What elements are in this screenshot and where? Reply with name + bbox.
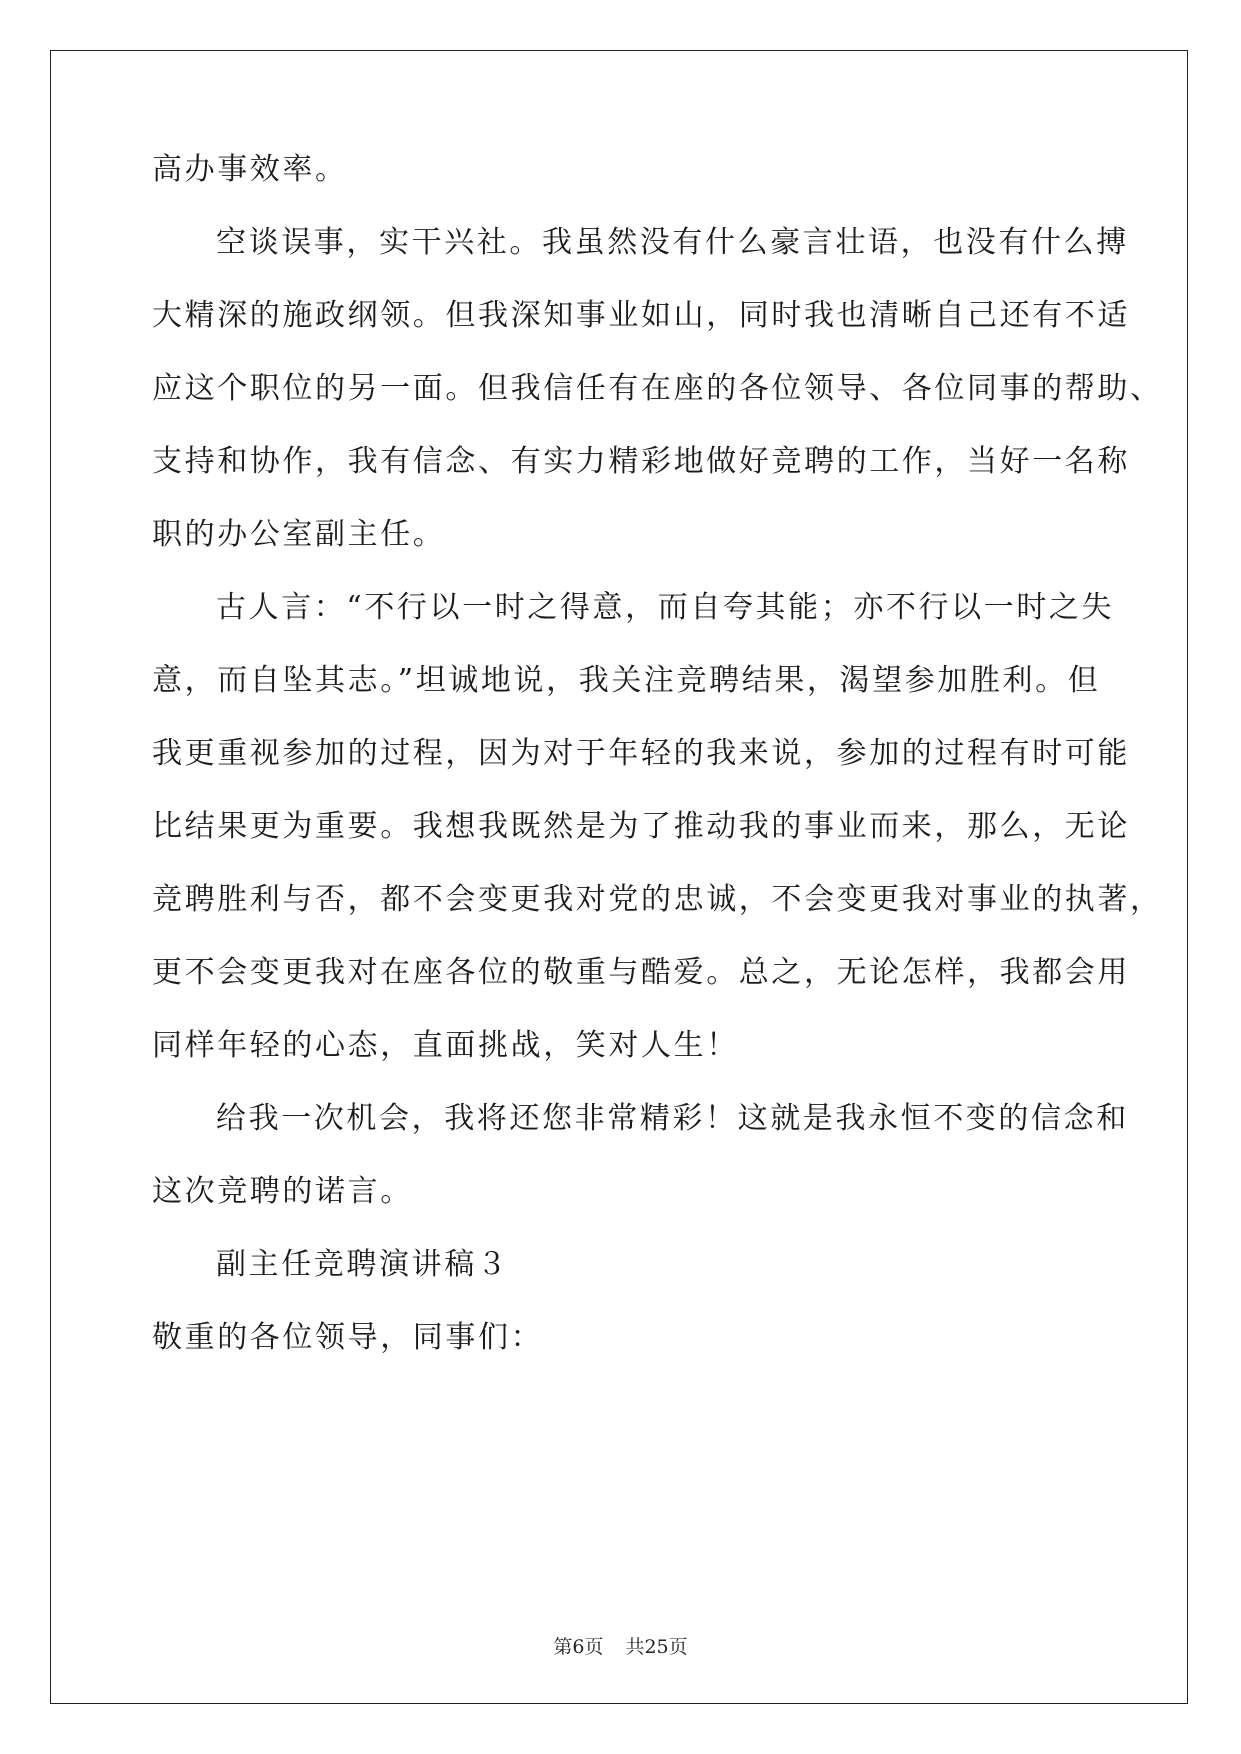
text-line: 竞聘胜利与否，都不会变更我对党的忠诚，不会变更我对事业的执著， [152, 882, 1163, 917]
text-line: 大精深的施政纲领。但我深知事业如山，同时我也清晰自己还有不适 [152, 298, 1130, 333]
text-line: 高办事效率。 [152, 152, 348, 187]
text-line: 这次竞聘的诺言。 [152, 1174, 413, 1209]
text-line: 支持和协作，我有信念、有实力精彩地做好竞聘的工作，当好一名称 [152, 444, 1130, 479]
text-line: 我更重视参加的过程，因为对于年轻的我来说，参加的过程有时可能 [152, 736, 1130, 771]
paragraph-start: 给我一次机会，我将还您非常精彩！这就是我永恒不变的信念和 [216, 1101, 1129, 1136]
text-line: 更不会变更我对在座各位的敬重与酷爱。总之，无论怎样，我都会用 [152, 955, 1130, 990]
text-line: 意，而自坠其志。”坦诚地说，我关注竞聘结果，渴望参加胜利。但 [152, 663, 1101, 698]
text-line: 同样年轻的心态，直面挑战，笑对人生！ [152, 1028, 739, 1063]
paragraph-start: 空谈误事，实干兴社。我虽然没有什么豪言壮语，也没有什么搏 [216, 225, 1129, 260]
total-pages: 共25页 [625, 1636, 688, 1658]
section-heading: 副主任竞聘演讲稿３ [216, 1247, 510, 1282]
page-number: 第6页 [553, 1636, 604, 1658]
salutation: 敬重的各位领导，同事们： [152, 1320, 544, 1355]
page-footer [0, 1632, 1241, 1659]
paragraph-start: 古人言：“不行以一时之得意，而自夸其能；亦不行以一时之失 [216, 590, 1115, 625]
text-line: 比结果更为重要。我想我既然是为了推动我的事业而来，那么，无论 [152, 809, 1130, 844]
text-line: 应这个职位的另一面。但我信任有在座的各位领导、各位同事的帮助、 [152, 371, 1163, 406]
text-line: 职的办公室副主任。 [152, 517, 446, 552]
